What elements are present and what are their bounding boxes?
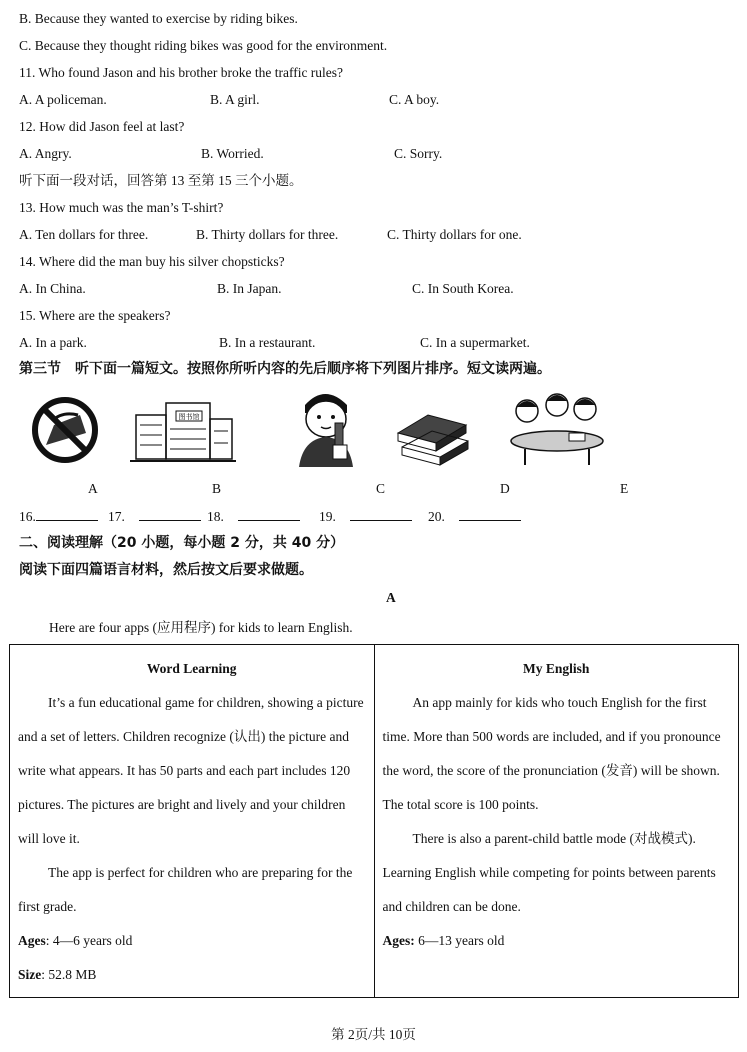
q15-question: 15. Where are the speakers? [19, 308, 171, 323]
q13-option-b: B. Thirty dollars for three. [196, 227, 339, 242]
apps-table [9, 644, 739, 998]
q11-option-b: B. A girl. [210, 92, 260, 107]
q13-option-a: A. Ten dollars for three. [19, 227, 149, 242]
app-my-english [374, 645, 739, 998]
page-number: 第 2页/共 10页 [331, 1027, 416, 1042]
answer-16[interactable] [19, 508, 98, 526]
size-value: : 52.8 MB [41, 967, 97, 982]
answer-19[interactable] [319, 508, 412, 526]
size-label: Size [18, 967, 42, 982]
books-icon [392, 385, 472, 467]
reading-heading: 二、阅读理解（20 小题，每小题 2 分，共 40 分） [19, 535, 345, 551]
kids-at-table-icon [505, 385, 610, 467]
app-ages [383, 924, 731, 958]
answer-17[interactable] [108, 508, 201, 526]
q14-option-a: A. In China. [19, 281, 86, 296]
q14-option-c: C. In South Korea. [412, 281, 514, 296]
q11-question: 11. Who found Jason and his brother broke the traffic rules? [19, 65, 344, 80]
app-size [18, 958, 366, 992]
q14-option-b: B. In Japan. [217, 281, 282, 296]
ages-label: Ages: [382, 933, 415, 948]
q12-question: 12. How did Jason feel at last? [19, 119, 185, 134]
answer-18[interactable] [207, 508, 300, 526]
library-sign-text: 图书馆 [178, 413, 200, 421]
picture-label-e: E [620, 481, 629, 496]
passage-intro: Here are four apps (应用程序) for kids to learn English. [49, 620, 353, 635]
q11-option-c: C. A boy. [389, 92, 440, 107]
app-ages [18, 924, 366, 958]
man-on-phone-icon [285, 385, 365, 467]
q15-option-b: B. In a restaurant. [219, 335, 316, 350]
ages-value: 6—13 years old [414, 933, 505, 948]
dialogue-instruction: 听下面一段对话，回答第 13 至第 15 三个小题。 [19, 173, 303, 188]
answer-20-number: 20. [428, 509, 445, 524]
passage-letter: A [386, 590, 396, 605]
app-title: My English [523, 661, 590, 676]
q12-option-b: B. Worried. [201, 146, 264, 161]
q15-option-c: C. In a supermarket. [420, 335, 530, 350]
q10-option-c: C. Because they thought riding bikes was good for the environment. [19, 38, 388, 53]
answer-19-number: 19. [319, 509, 336, 524]
picture-label-d: D [500, 481, 510, 496]
q11-option-a: A. A policeman. [19, 92, 107, 107]
q15-option-a: A. In a park. [19, 335, 87, 350]
q12-option-c: C. Sorry. [394, 146, 443, 161]
app-description: It’s a fun educational game for children, showing a picture and a set of letters. Children recognize (认出) the picture and write what appears. It has 50 parts and each part includes 120 pictures. The pictures are bright and lively and your children will love it. [18, 695, 364, 846]
picture-label-a: A [88, 481, 98, 496]
q10-option-b: B. Because they wanted to exercise by riding bikes. [19, 11, 298, 26]
answer-18-number: 18. [207, 509, 224, 524]
no-food-sign-icon [30, 385, 100, 467]
app-description: An app mainly for kids who touch English for the first time. More than 500 words are included, and if you pronounce the word, the score of the pronunciation (发音) will be shown. The total score is 100 points. [382, 695, 721, 812]
answer-16-number: 16. [19, 509, 36, 524]
ages-value: : 4—6 years old [45, 933, 133, 948]
app-note: The app is perfect for children who are preparing for the first grade. [18, 865, 353, 914]
q13-option-c: C. Thirty dollars for one. [387, 227, 522, 242]
picture-label-c: C [376, 481, 386, 496]
q13-question: 13. How much was the man’s T-shirt? [19, 200, 224, 215]
q14-question: 14. Where did the man buy his silver chopsticks? [19, 254, 285, 269]
ages-label: Ages [18, 933, 46, 948]
section3-heading: 第三节 听下面一篇短文。按照你所听内容的先后顺序将下列图片排序。短文读两遍。 [19, 361, 551, 377]
picture-label-b: B [212, 481, 222, 496]
building-icon [128, 385, 238, 467]
reading-instruction: 阅读下面四篇语言材料，然后按文后要求做题。 [19, 562, 313, 578]
app-word-learning [10, 645, 375, 998]
app-title: Word Learning [146, 661, 237, 676]
answer-20[interactable] [428, 508, 521, 526]
app-note: There is also a parent-child battle mode (对战模式). Learning English while competing for points between parents and children can be done. [382, 831, 716, 914]
q12-option-a: A. Angry. [19, 146, 72, 161]
answer-17-number: 17. [108, 509, 125, 524]
